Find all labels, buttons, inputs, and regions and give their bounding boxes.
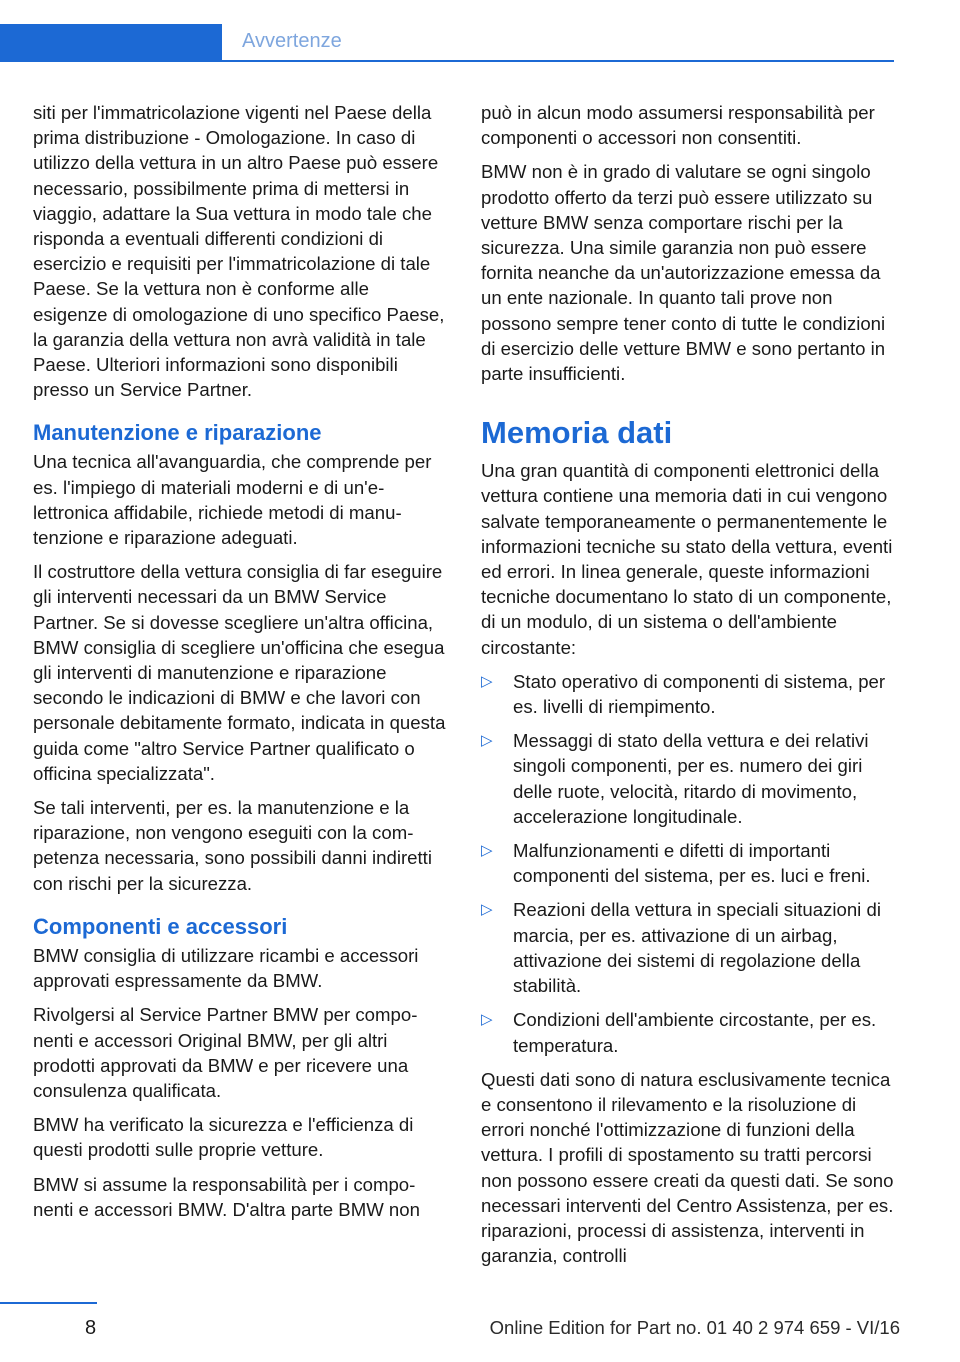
section-title: Avvertenze (242, 30, 342, 52)
list-item (481, 897, 895, 998)
right-column (481, 100, 895, 1277)
triangle-right-outline-icon: ▷ (481, 1011, 493, 1029)
list-item-text: Messaggi di stato della vettura e dei relativi singoli componenti, per es. numero dei giri delle ruote, velocità, ritardo di movimento, accelerazione longitudinale. (513, 730, 869, 827)
header-rule (222, 60, 894, 62)
bullet-list (481, 669, 895, 1058)
paragraph: BMW consiglia di utilizzare ricambi e accessori approvati espressamente da BMW. (33, 944, 419, 992)
list-item-text: Reazioni della vettura in speciali situazioni di marcia, per es. attivazione di un airbag, attivazione dei sistemi di regolazione della stabilità. (513, 899, 881, 997)
paragraph: Rivolgersi al Service Partner BMW per componenti e accessori Original BMW, per gli altri prodotti approvati da BMW e per ricevere una consulenza qualificata. (33, 1004, 418, 1101)
list-item (481, 838, 895, 888)
paragraph: Una tecnica all'avanguardia, che comprende per es. l'impiego di materiali moderni e di un'elettronica affidabile, richiede metodi di manutenzione e riparazione adeguati. (33, 451, 432, 549)
paragraph: siti per l'immatricolazione vigenti nel Paese della prima distribuzione - Omologazione. In caso di utilizzo della vettura in un altro Paese può essere necessario, possibilmente prima di mettersi in viaggio, adattare la Sua vettura in modo tale che risponda a eventuali differenti condizioni di esercizio e requisiti per l'immatricolazione di tale Paese. Se la vettura non è conforme alle esigenze di omologazione di uno specifico Paese, la garanzia della vettura non avrà validità in tale Paese. Ulteriori informazioni sono disponibili presso un Service Partner. (33, 102, 445, 401)
triangle-right-outline-icon: ▷ (481, 901, 493, 919)
paragraph: BMW ha verificato la sicurezza e l'efficienza di questi prodotti sulle proprie vetture. (33, 1114, 414, 1161)
paragraph: Questi dati sono di natura esclusivamente tecnica e consentono il rilevamento e la risoluzione di errori nonché l'ottimizzazione di funzioni della vettura. I profili di spostamento su tratti percorsi non possono essere creati da questi dati. Se sono necessari interventi del Centro Assistenza, per es. riparazioni, processi di assistenza, interventi in garanzia, controlli (481, 1068, 894, 1267)
paragraph: può in alcun modo assumersi responsabilità per componenti o accessori non consentiti. (481, 102, 875, 149)
list-item (481, 669, 895, 719)
page-number: 8 (85, 1317, 97, 1339)
triangle-right-outline-icon: ▷ (481, 842, 493, 860)
heading-maintenance: Manutenzione e riparazione (33, 420, 322, 446)
triangle-right-outline-icon: ▷ (481, 732, 493, 750)
list-item-text: Malfunzionamenti e difetti di importanti componenti del sistema, per es. luci e freni. (513, 840, 871, 887)
paragraph: Il costruttore della vettura consiglia di far eseguire gli interventi necessari da un BMW Service Partner. Se si dovesse scegliere un'altra officina, BMW consiglia di scegliere un'officina che esegua gli interventi di manutenzione e riparazione secondo le indicazioni di BMW e che lavori con personale debitamente formato, indicata in questa guida come "altro Service Partner qualificato o officina specializzata". (33, 561, 446, 784)
paragraph: Se tali interventi, per es. la manutenzione e la riparazione, non vengono eseguiti con la competenza necessaria, sono possibili danni indiretti con rischi per la sicurezza. (33, 797, 432, 894)
list-item (481, 728, 895, 829)
heading-data-memory: Memoria dati (481, 415, 673, 451)
paragraph: Una gran quantità di componenti elettronici della vettura contiene una memoria dati in cui vengono salvate temporaneamente o permanentemente le informazioni tecniche su stato della vettura, eventi ed errori. In linea generale, queste informazioni tecniche documentano lo stato di un componente, di un modulo, di un sistema o dell'ambiente circostante: (481, 460, 893, 658)
left-column (33, 100, 447, 1231)
footer-edition: Online Edition for Part no. 01 40 2 974 659 - VI/16 (489, 1317, 900, 1338)
triangle-right-outline-icon: ▷ (481, 672, 493, 690)
footer-rule (0, 1302, 97, 1304)
paragraph: BMW non è in grado di valutare se ogni singolo prodotto offerto da terzi può essere utilizzato su vetture BMW senza comportare rischi per la sicurezza. Una simile garanzia non può essere fornita neanche da un'autorizzazione emessa da un ente nazionale. In quanto tali prove non possono sempre tener conto di tutte le condizioni di esercizio delle vetture BMW e sono pertanto in parte insufficienti. (481, 161, 886, 385)
heading-components: Componenti e accessori (33, 913, 288, 939)
list-item (481, 1007, 895, 1057)
paragraph: BMW si assume la responsabilità per i componenti e accessori BMW. D'altra parte BMW non (33, 1173, 420, 1220)
list-item-text: Stato operativo di componenti di sistema, per es. livelli di riempimento. (513, 670, 886, 718)
list-item-text: Condizioni dell'ambiente circostante, per es. temperatura. (513, 1009, 877, 1056)
header-bar (0, 24, 222, 62)
